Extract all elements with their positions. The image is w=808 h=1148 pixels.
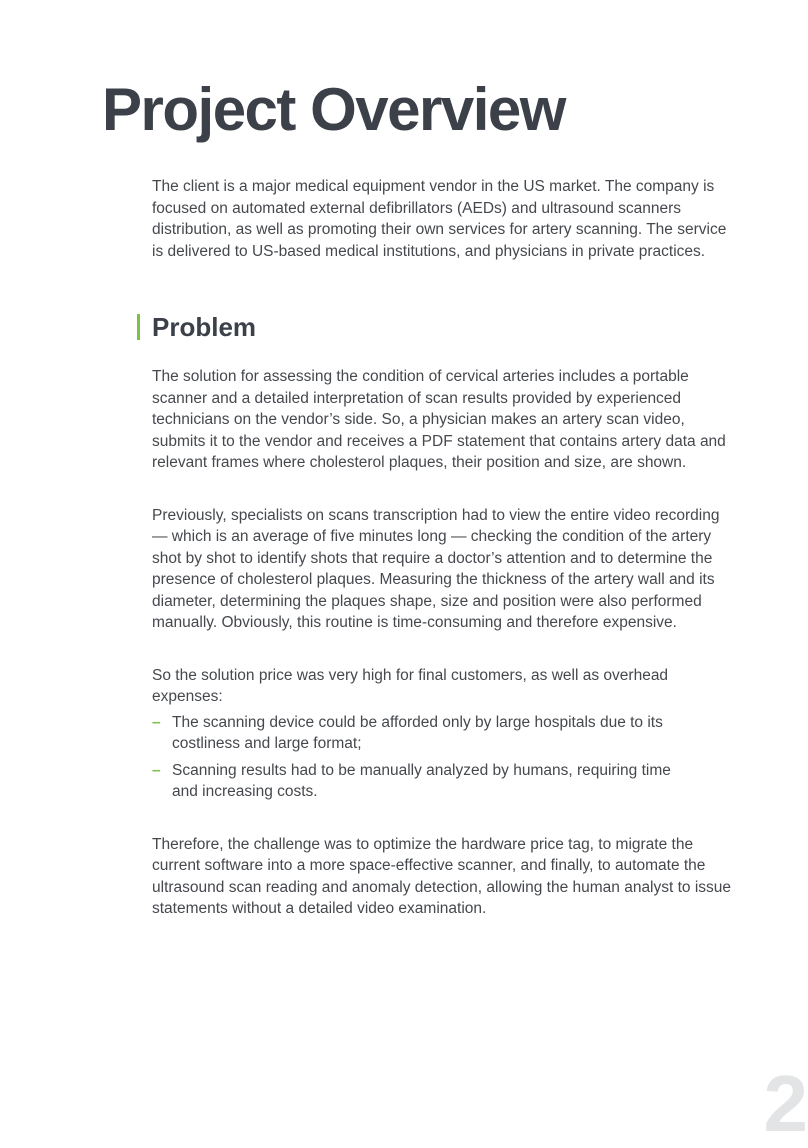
page-number: 2 xyxy=(764,1064,808,1144)
problem-section-header xyxy=(152,312,732,344)
problem-heading: Problem xyxy=(152,312,732,342)
problem-paragraph-1: The solution for assessing the condition of cervical arteries includes a portable scanner and a detailed interpretation of scan results provided by experienced technicians on the vendor’s side. So, a physician makes an artery scan video, submits it to the vendor and receives a PDF statement that contains artery data and relevant frames where cholesterol plaques, their position and size, are shown. xyxy=(152,366,732,474)
problem-conclusion: Therefore, the challenge was to optimize the hardware price tag, to migrate the current software into a more space-effective scanner, and finally, to automate the ultrasound scan reading and anomaly detection, allowing the human analyst to issue statements without a detailed video examination. xyxy=(152,834,732,920)
problem-paragraph-3: So the solution price was very high for final customers, as well as overhead expenses: xyxy=(152,665,732,708)
dash-bullet-icon: – xyxy=(152,760,161,782)
dash-bullet-icon: – xyxy=(152,712,161,734)
list-item xyxy=(152,760,682,803)
list-item-text: The scanning device could be afforded only by large hospitals due to its costliness and large format; xyxy=(172,714,663,753)
problem-bullet-list xyxy=(152,712,732,803)
section-accent-bar xyxy=(137,314,140,340)
page-title: Project Overview xyxy=(102,72,565,148)
problem-paragraph-2: Previously, specialists on scans transcription had to view the entire video recording — which is an average of five minutes long — checking the condition of the artery shot by shot to identify shots that require a doctor’s attention and to determine the presence of cholesterol plaques. Measuring the thickness of the artery wall and its diameter, determining the plaques shape, size and position were also performed manually. Obviously, this routine is time-consuming and therefore expensive. xyxy=(152,505,732,634)
list-item xyxy=(152,712,682,755)
intro-paragraph: The client is a major medical equipment vendor in the US market. The company is focused on automated external defibrillators (AEDs) and ultrasound scanners distribution, as well as promoting their own services for artery scanning. The service is delivered to US-based medical institutions, and physicians in private practices. xyxy=(152,176,732,262)
main-content xyxy=(152,176,732,951)
list-item-text: Scanning results had to be manually analyzed by humans, requiring time and increasing costs. xyxy=(172,762,671,801)
